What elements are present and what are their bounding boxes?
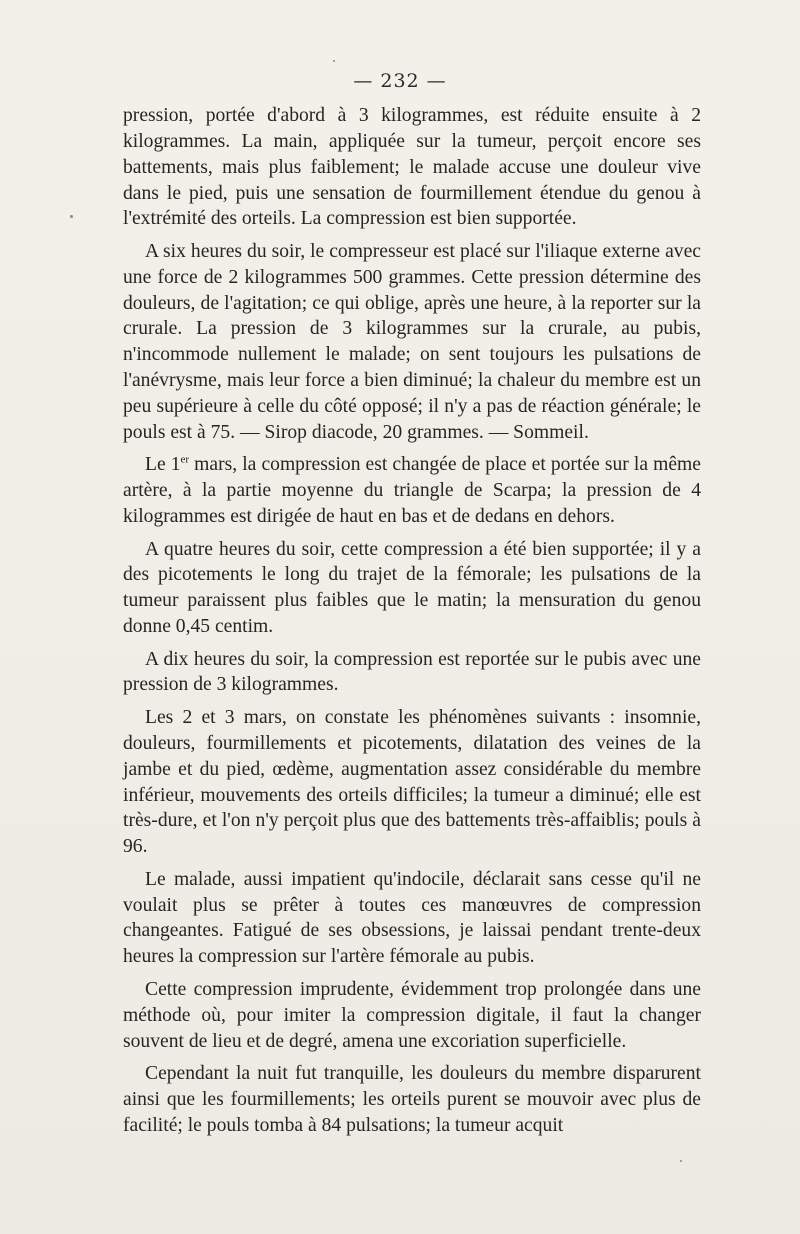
paragraph-3	[123, 452, 701, 530]
paragraph-3-start: Le 1	[145, 454, 181, 476]
paragraph-1: pression, portée d'abord à 3 kilogrammes, est réduite ensuite à 2 kilogrammes. La main, appliquée sur la tumeur, perçoit encore ses battements, mais plus faiblement; le malade accuse une douleur vive dans le pied, puis une sensation de fourmillement étendue du genou à l'extrémité des orteils. La compression est bien supportée.	[123, 105, 701, 230]
paragraph-9: Cependant la nuit fut tranquille, les douleurs du membre disparurent ainsi que les fourmillements; les orteils purent se mouvoir avec plus de facilité; le pouls tomba à 84 pulsations; la tumeur acquit	[123, 1063, 701, 1136]
paper-speck	[333, 60, 335, 62]
paragraph-3-rest: mars, la compression est changée de place et portée sur la même artère, à la partie moyenne du triangle de Scarpa; la pression de 4 kilogrammes est dirigée de haut en bas et de dedans en dehors.	[123, 454, 701, 528]
page-number: — 232 —	[353, 70, 447, 92]
paper-speck	[70, 215, 73, 218]
paragraph-7: Le malade, aussi impatient qu'indocile, déclarait sans cesse qu'il ne voulait plus se prêter à toutes ces manœuvres de compression changeantes. Fatigué de ses obsessions, je laissai pendant trente-deux heures la compression sur l'artère fémorale au pubis.	[123, 868, 701, 968]
paragraph-8: Cette compression imprudente, évidemment trop prolongée dans une méthode où, pour imiter la compression digitale, il faut la changer souvent de lieu et de degré, amena une excoriation superficielle.	[123, 978, 701, 1052]
paragraph-2: A six heures du soir, le compresseur est placé sur l'iliaque externe avec une force de 2 kilogrammes 500 grammes. Cette pression détermine des douleurs, de l'agitation; ce qui oblige, après une heure, à la reporter sur la crurale. La pression de 3 kilogrammes sur la crurale, au pubis, n'incommode nullement le malade; on sent toujours les pulsations de l'anévrysme, mais leur force a bien diminué; la chaleur du membre est un peu supérieure à celle du côté opposé; il n'y a pas de réaction générale; le pouls est à 75. — Sirop diacode, 20 grammes. — Sommeil.	[123, 240, 701, 443]
paragraph-5: A dix heures du soir, la compression est reportée sur le pubis avec une pression de 3 kilogrammes.	[123, 648, 701, 696]
paragraph-4: A quatre heures du soir, cette compression a été bien supportée; il y a des picotements le long du trajet de la fémorale; les pulsations de la tumeur paraissent plus faibles que le matin; la mensuration du genou donne 0,45 centim.	[123, 538, 701, 638]
body-text	[123, 103, 701, 1145]
paper-speck	[680, 1160, 682, 1162]
ordinal-suffix: er	[180, 453, 190, 466]
paragraph-6: Les 2 et 3 mars, on constate les phénomènes suivants : insomnie, douleurs, fourmillements et picotements, dilatation des veines de la jambe et du pied, œdème, augmentation assez considérable du membre inférieur, mouvements des orteils difficiles; la tumeur a diminué; elle est très-dure, et l'on n'y perçoit plus que des battements très-affaiblis; pouls à 96.	[123, 707, 701, 858]
